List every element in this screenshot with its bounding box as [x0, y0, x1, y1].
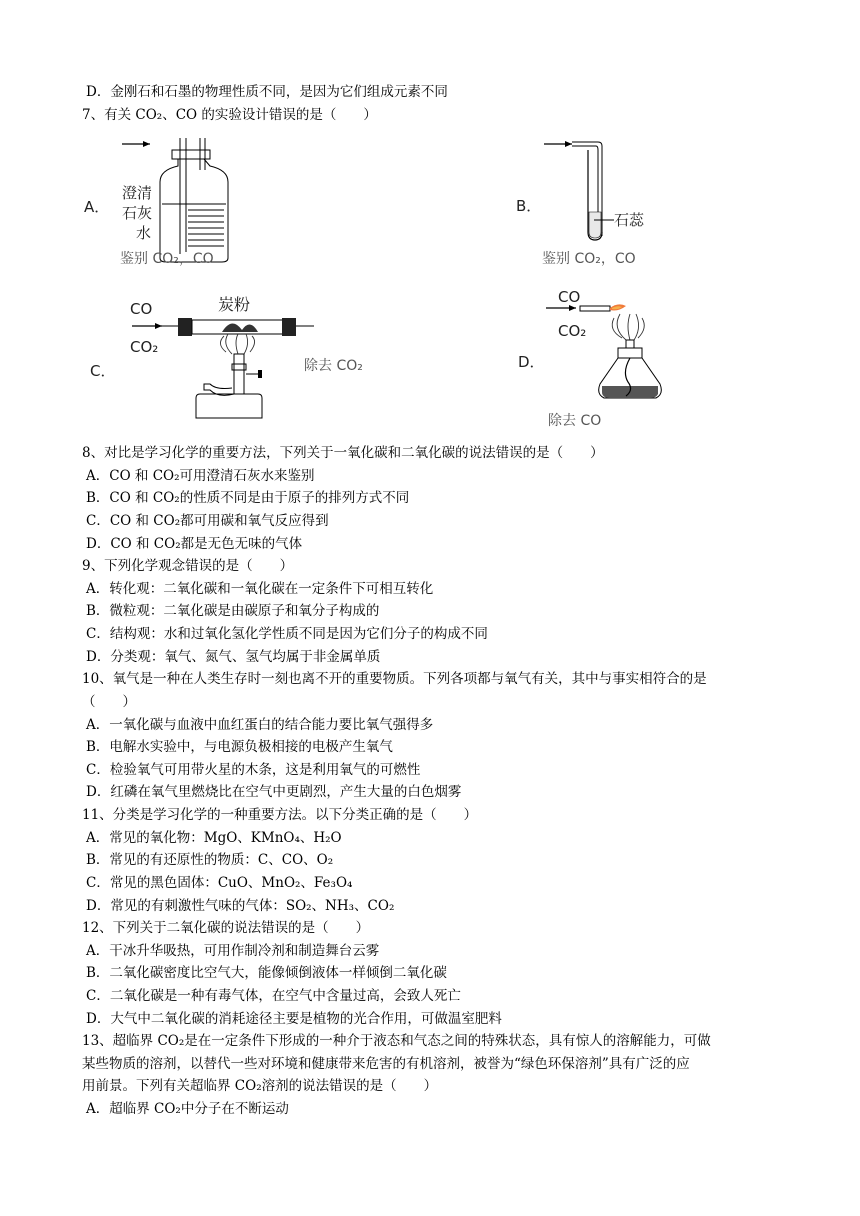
q11-stem: 11、分类是学习化学的一种重要方法。以下分类正确的是（ ）	[82, 807, 478, 823]
q11-option-a: A．常见的氧化物：MgO、KMnO₄、H₂O	[86, 830, 342, 846]
q8-stem: 8、对比是学习化学的重要方法，下列关于一氧化碳和二氧化碳的说法错误的是（ ）	[82, 445, 604, 461]
q6-option-d: D．金刚石和石墨的物理性质不同，是因为它们组成元素不同	[86, 84, 448, 100]
q8-option-b: B．CO 和 CO₂的性质不同是由于原子的排列方式不同	[86, 490, 410, 506]
figure-c-gas-1: CO	[130, 300, 153, 318]
figure-c-powder-label: 炭粉	[218, 295, 251, 314]
figure-a-letter: A．	[84, 198, 110, 216]
q7-stem: 7、有关 CO₂、CO 的实验设计错误的是（ ）	[82, 107, 377, 123]
q9-option-b: B．微粒观：二氧化碳是由碳原子和氧分子构成的	[86, 603, 380, 619]
q10-option-a: A．一氧化碳与血液中血红蛋白的结合能力要比氧气强得多	[86, 717, 434, 733]
figure-b-caption: 鉴别 CO₂，CO	[542, 251, 636, 267]
figure-c-carbon-tube	[82, 290, 402, 420]
q9-stem: 9、下列化学观念错误的是（ ）	[82, 558, 294, 574]
q12-option-d: D．大气中二氧化碳的消耗途径主要是植物的光合作用，可做温室肥料	[86, 1011, 502, 1027]
figure-b-test-tube	[510, 132, 690, 272]
figure-d-gas-2: CO₂	[558, 322, 587, 340]
figure-d-letter: D．	[518, 353, 545, 371]
q13-option-a: A．超临界 CO₂中分子在不断运动	[86, 1101, 289, 1117]
figure-a-liquid-2: 石灰	[122, 204, 153, 222]
q11-option-d: D．常见的有刺激性气味的气体：SO₂、NH₃、CO₂	[86, 898, 395, 914]
figure-a-caption: 鉴别 CO₂，CO	[120, 251, 214, 267]
q12-option-b: B．二氧化碳密度比空气大，能像倾倒液体一样倾倒二氧化碳	[86, 965, 447, 981]
q13-stem-1: 13、超临界 CO₂是在一定条件下形成的一种介于液态和气态之间的特殊状态，具有惊人的溶解能力，可做	[82, 1033, 711, 1049]
figure-c-gas-2: CO₂	[130, 338, 159, 356]
q12-stem: 12、下列关于二氧化碳的说法错误的是（ ）	[82, 920, 370, 936]
figure-c-letter: C．	[90, 362, 116, 380]
q9-option-d: D．分类观：氧气、氮气、氢气均属于非金属单质	[86, 649, 381, 665]
figure-d-caption: 除去 CO	[548, 413, 602, 429]
q8-option-a: A．CO 和 CO₂可用澄清石灰水来鉴别	[86, 468, 315, 484]
q13-stem-3: 用前景。下列有关超临界 CO₂溶剂的说法错误的是（ ）	[82, 1078, 438, 1094]
figure-a-liquid-1: 澄清	[122, 184, 153, 202]
q12-option-c: C．二氧化碳是一种有毒气体，在空气中含量过高，会致人死亡	[86, 988, 461, 1004]
figure-a-gas-washing-bottle	[82, 132, 282, 272]
q10-option-d: D．红磷在氧气里燃烧比在空气中更剧烈，产生大量的白色烟雾	[86, 784, 462, 800]
q10-stem: 10、氧气是一种在人类生存时一刻也离不开的重要物质。下列各项都与氧气有关，其中与事实相符合的是	[82, 671, 707, 687]
q10-option-c: C．检验氧气可用带火星的木条，这是利用氧气的可燃性	[86, 762, 421, 778]
q10-option-b: B．电解水实验中，与电源负极相接的电极产生氧气	[86, 739, 393, 755]
q11-option-c: C．常见的黑色固体：CuO、MnO₂、Fe₃O₄	[86, 875, 353, 891]
figure-d-gas-1: CO	[558, 288, 581, 306]
q11-option-b: B．常见的有还原性的物质：C、CO、O₂	[86, 852, 334, 868]
q8-option-d: D．CO 和 CO₂都是无色无味的气体	[86, 536, 303, 552]
q9-option-c: C．结构观：水和过氧化氢化学性质不同是因为它们分子的构成不同	[86, 626, 488, 642]
figure-c-caption: 除去 CO₂	[304, 358, 363, 374]
q12-option-a: A．干冰升华吸热，可用作制冷剂和制造舞台云雾	[86, 943, 380, 959]
figure-b-liquid: 石蕊	[614, 211, 645, 229]
q10-stem-bracket: （ ）	[82, 694, 136, 710]
q13-stem-2: 某些物质的溶剂，以替代一些对环境和健康带来危害的有机溶剂，被誉为“绿色环保溶剂”具有广泛的应	[82, 1056, 690, 1072]
q9-option-a: A．转化观：二氧化碳和一氧化碳在一定条件下可相互转化	[86, 581, 434, 597]
figure-b-letter: B．	[516, 197, 542, 215]
q8-option-c: C．CO 和 CO₂都可用碳和氧气反应得到	[86, 513, 329, 529]
figure-d-alcohol-lamp	[510, 282, 690, 432]
figure-a-liquid-3: 水	[136, 224, 152, 242]
